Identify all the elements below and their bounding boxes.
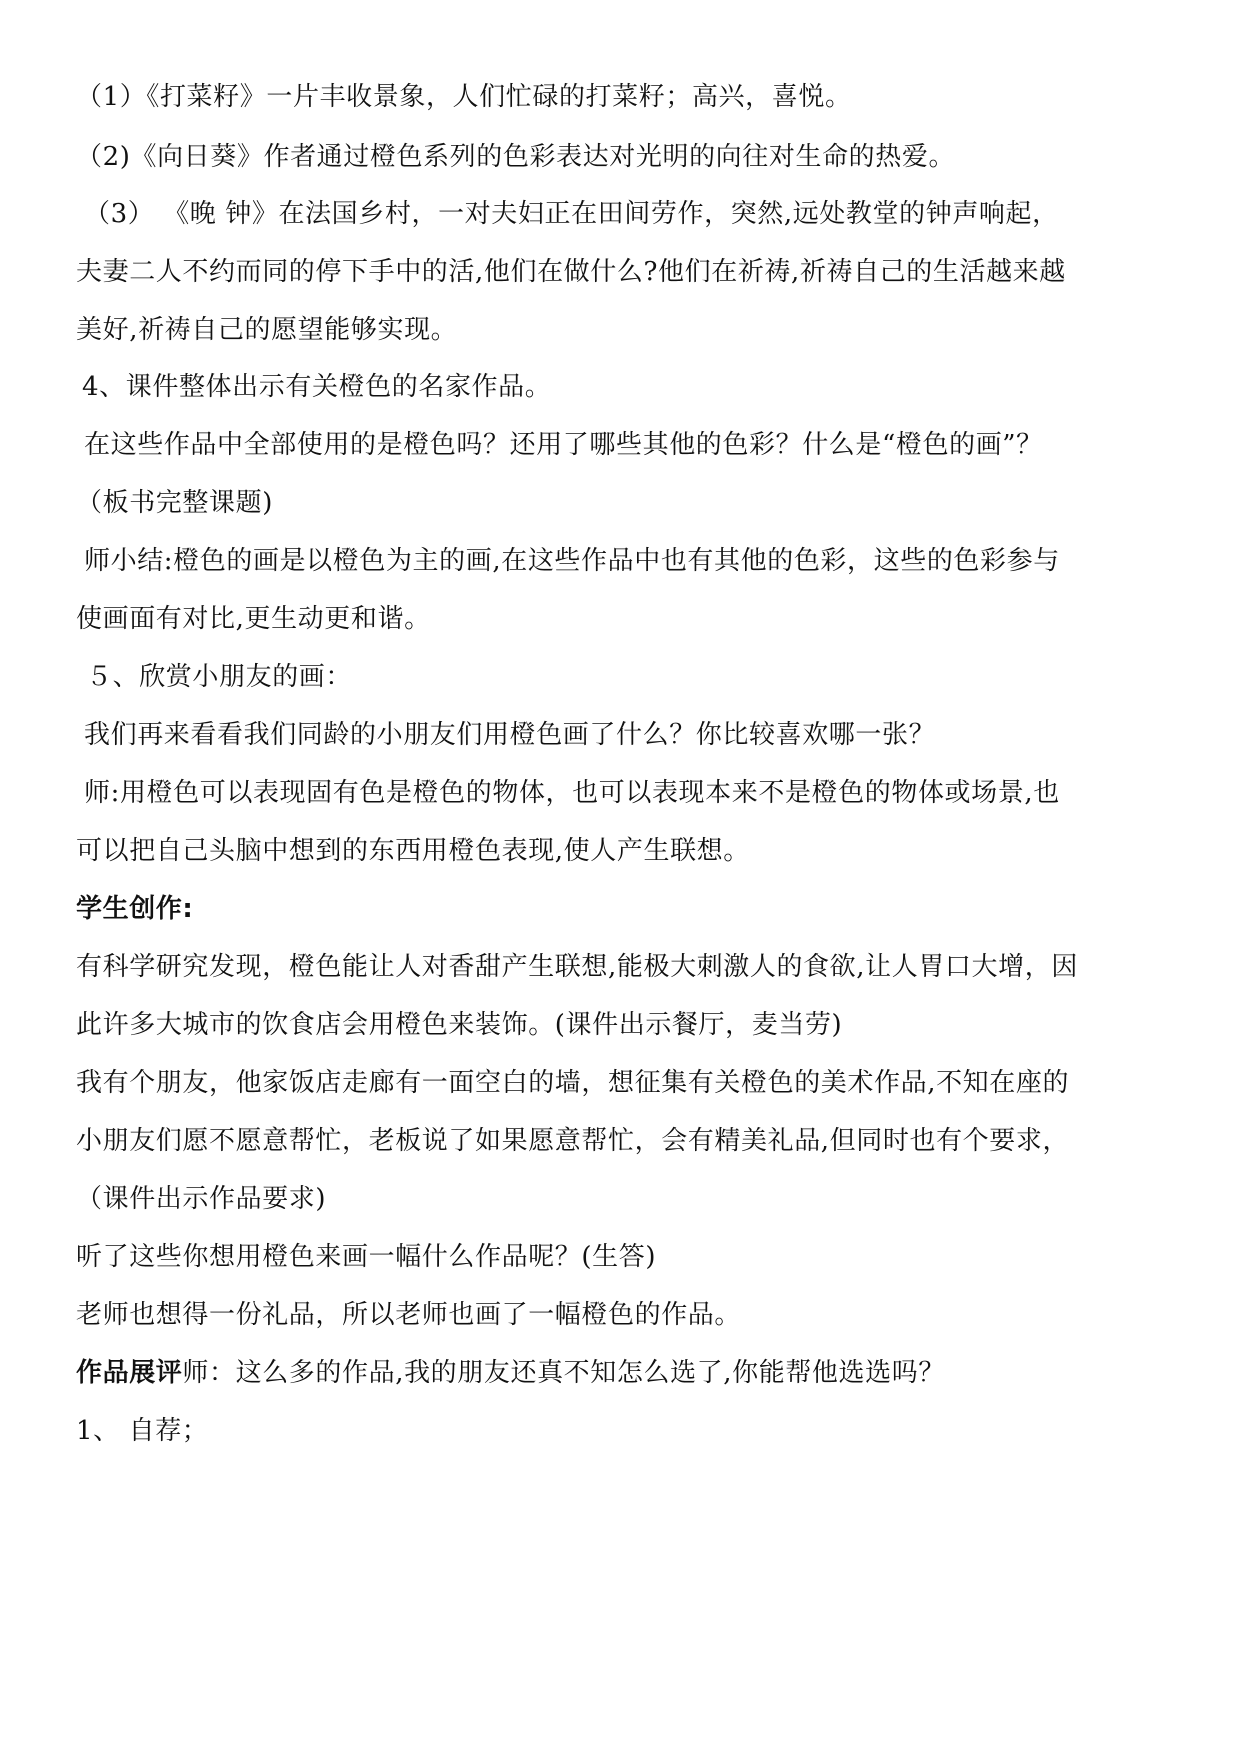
paragraph-line: 老师也想得一份礼品，所以老师也画了一幅橙色的作品。 xyxy=(76,1300,742,1330)
paragraph-line: 使画面有对比,更生动更和谐。 xyxy=(76,604,431,634)
paragraph-line: 听了这些你想用橙色来画一幅什么作品呢？(生答) xyxy=(76,1242,657,1272)
paragraph-line: （板书完整课题) xyxy=(76,488,273,518)
paragraph-line: 在这些作品中全部使用的是橙色吗？还用了哪些其他的色彩？什么是“橙色的画”？ xyxy=(84,430,1043,460)
paragraph-line: ５、欣赏小朋友的画： xyxy=(86,662,353,692)
paragraph-line: 可以把自己头脑中想到的东西用橙色表现,使人产生联想。 xyxy=(76,836,750,866)
work-review-text: 师：这么多的作品,我的朋友还真不知怎么选了,你能帮他选选吗？ xyxy=(182,1358,945,1388)
paragraph-line: 4、课件整体出示有关橙色的名家作品。 xyxy=(82,372,552,402)
section-heading-student-creation: 学生创作: xyxy=(76,894,194,924)
paragraph-line: 此许多大城市的饮食店会用橙色来装饰。(课件出示餐厅，麦当劳) xyxy=(76,1010,843,1040)
paragraph-line: 我们再来看看我们同龄的小朋友们用橙色画了什么？你比较喜欢哪一张？ xyxy=(84,720,936,750)
section-heading-work-review: 作品展评 xyxy=(76,1358,183,1388)
paragraph-line: 师:用橙色可以表现固有色是橙色的物体，也可以表现本来不是橙色的物体或场景,也 xyxy=(84,778,1060,808)
paragraph-line: （2)《向日葵》作者通过橙色系列的色彩表达对光明的向往对生命的热爱。 xyxy=(76,142,956,172)
paragraph-line: （课件出示作品要求) xyxy=(76,1184,327,1214)
paragraph-line: 小朋友们愿不愿意帮忙，老板说了如果愿意帮忙，会有精美礼品,但同时也有个要求， xyxy=(76,1126,1070,1156)
work-review-line xyxy=(76,1356,945,1390)
list-item: 1、 自荐； xyxy=(76,1416,209,1446)
paragraph-line: 我有个朋友，他家饭店走廊有一面空白的墙，想征集有关橙色的美术作品,不知在座的 xyxy=(76,1068,1070,1098)
paragraph-line: 夫妻二人不约而同的停下手中的活,他们在做什么?他们在祈祷,祈祷自己的生活越来越 xyxy=(76,257,1066,287)
paragraph-line: 师小结:橙色的画是以橙色为主的画,在这些作品中也有其他的色彩，这些的色彩参与 xyxy=(84,546,1060,576)
paragraph-line: 美好,祈祷自己的愿望能够实现。 xyxy=(76,315,458,345)
paragraph-line: （3） 《晚 钟》在法国乡村，一对夫妇正在田间劳作，突然,远处教堂的钟声响起， xyxy=(84,199,1059,229)
paragraph-line: 有科学研究发现，橙色能让人对香甜产生联想,能极大刺激人的食欲,让人胃口大增，因 xyxy=(76,952,1078,982)
paragraph-line: （1）《打菜籽》一片丰收景象，人们忙碌的打菜籽；高兴，喜悦。 xyxy=(76,82,852,112)
